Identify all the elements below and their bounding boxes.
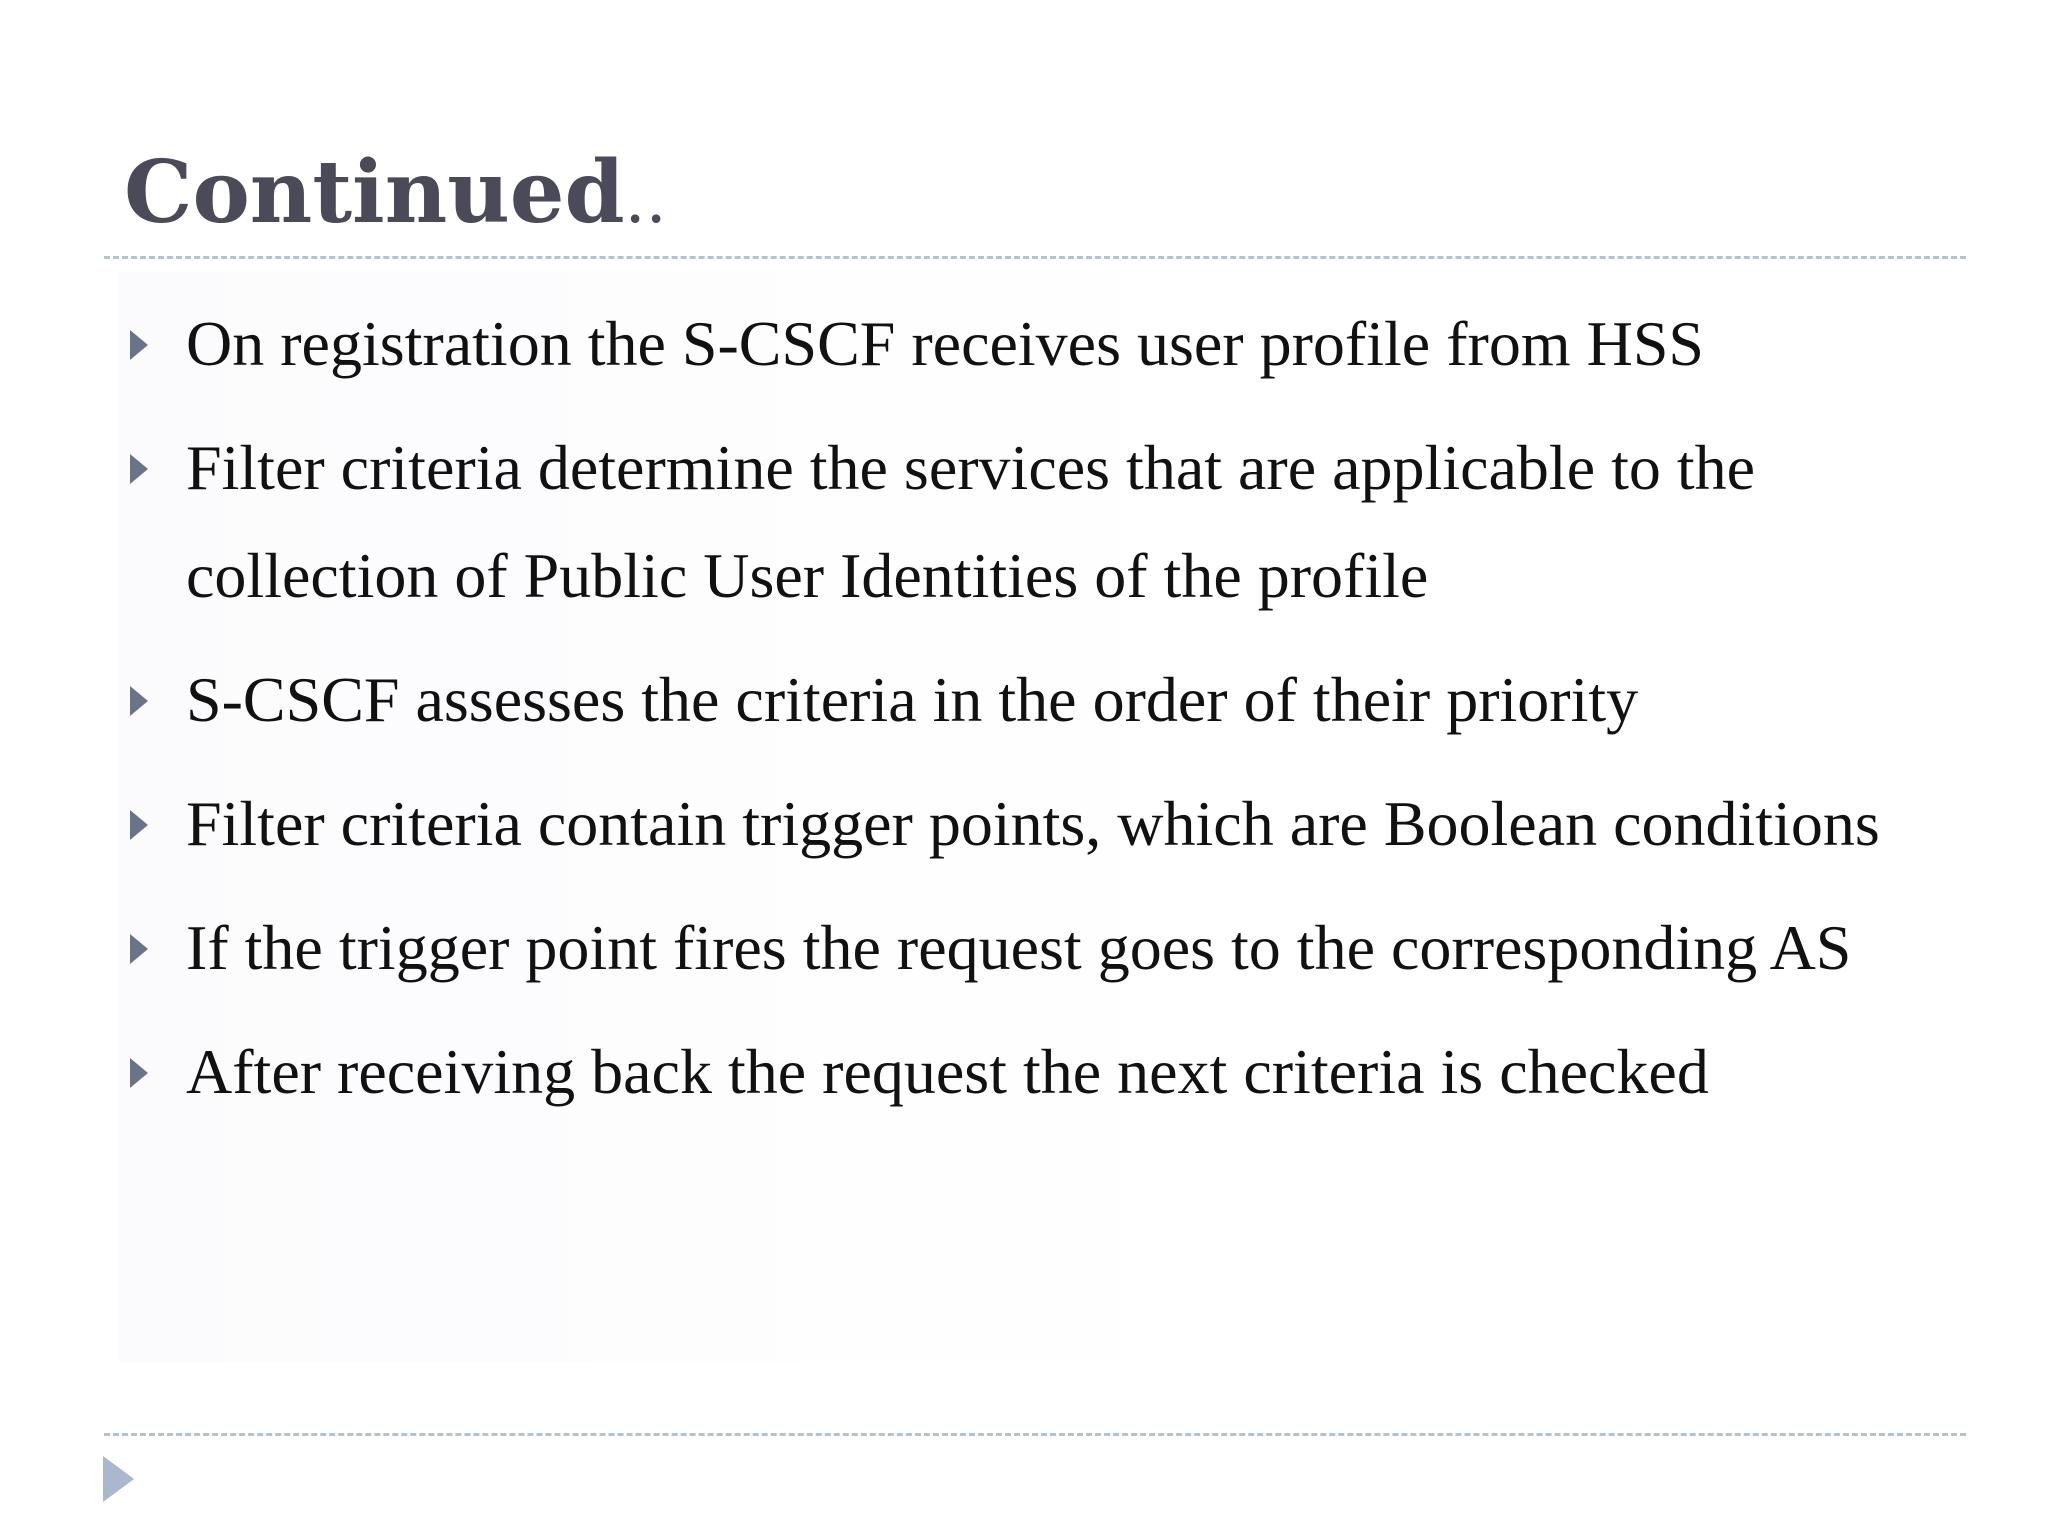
bullet-item <box>118 290 1898 398</box>
triangle-right-icon <box>130 1058 148 1088</box>
triangle-right-icon <box>130 810 148 840</box>
bullet-item <box>118 894 1898 1002</box>
slide-title-text: Continued <box>124 142 625 243</box>
bullet-item <box>118 414 1898 630</box>
slide-title <box>124 138 667 255</box>
bullet-text: S-CSCF assesses the criteria in the order of their priority <box>186 664 1639 735</box>
bullet-list <box>118 290 1898 1142</box>
bullet-text: After receiving back the request the next criteria is checked <box>186 1036 1709 1107</box>
bullet-text: Filter criteria contain trigger points, which are Boolean conditions <box>186 788 1880 859</box>
bullet-text: Filter criteria determine the services that are applicable to the collection of Public User Identities of the profile <box>186 432 1756 611</box>
bottom-divider <box>104 1433 1966 1436</box>
bullet-item <box>118 770 1898 878</box>
top-divider <box>104 256 1966 259</box>
bullet-text: If the trigger point fires the request goes to the corresponding AS <box>186 912 1852 983</box>
triangle-right-icon <box>130 686 148 716</box>
triangle-right-icon <box>130 934 148 964</box>
slide-title-suffix: .. <box>624 161 667 238</box>
bullet-item <box>118 646 1898 754</box>
triangle-right-icon <box>130 330 148 360</box>
bullet-text: On registration the S-CSCF receives user profile from HSS <box>186 308 1704 379</box>
bullet-item <box>118 1018 1898 1126</box>
footer-triangle-icon <box>103 1456 134 1502</box>
triangle-right-icon <box>130 454 148 484</box>
